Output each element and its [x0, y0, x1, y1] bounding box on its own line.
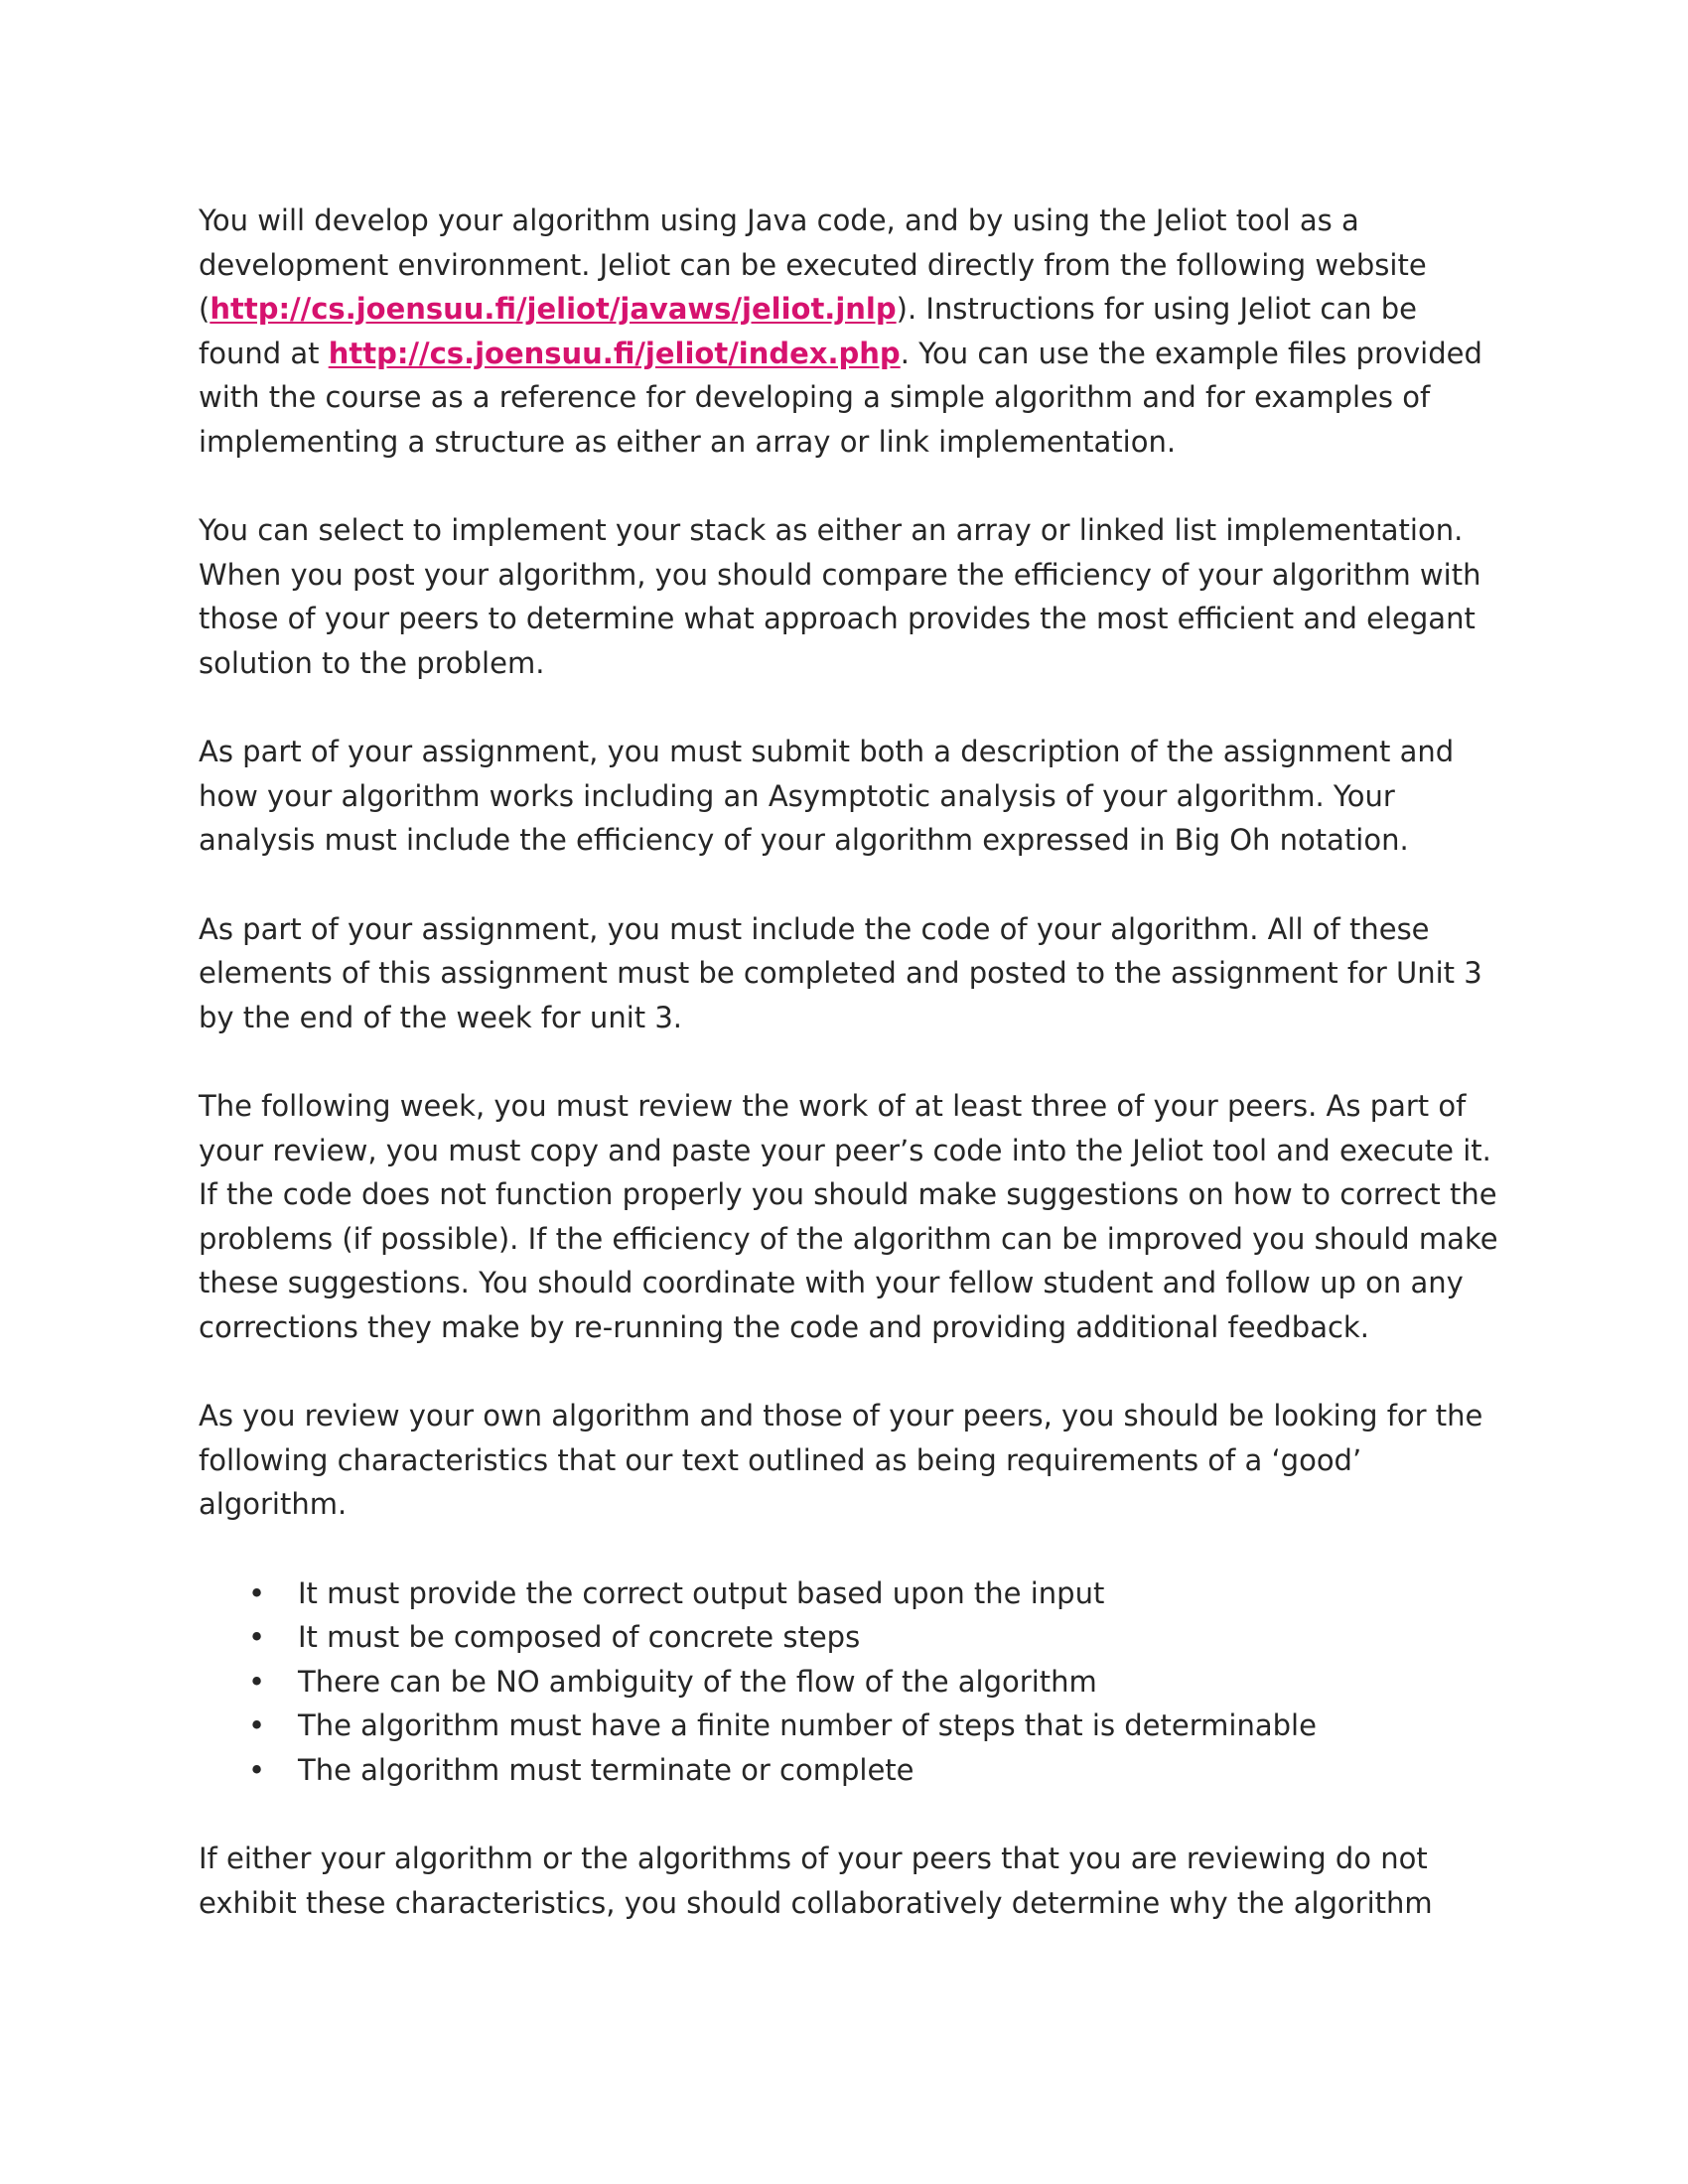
paragraph-assignment-description: As part of your assignment, you must submit both a description of the assignment and how your algorithm works including an Asymptotic analysis of your algorithm. Your analysis must include the efficiency of your algorithm expressed in Big Oh notation.	[199, 735, 1455, 857]
paragraph-text: ). Instructions for using Jeliot can be found at	[199, 292, 1417, 370]
paragraph-peer-review: The following week, you must review the work of at least three of your peers. As part of your review, you must copy and paste your peer’s code into the Jeliot tool and execute it. If the code does not function properly you should make suggestions on how to correct the problems (if possible). If the efficiency of the algorithm can be improved you should make these suggestions. You should coordinate with your fellow student and follow up on any corrections they make by re-running the code and providing additional feedback.	[199, 1089, 1498, 1344]
paragraph-stack-implementation: You can select to implement your stack as either an array or linked list implementation. When you post your algorithm, you should compare the efficiency of your algorithm with those of your peers to determine what approach provides the most efficient and elegant solution to the problem.	[199, 513, 1481, 680]
paragraph-jeliot-intro	[199, 199, 1499, 464]
paragraph-assignment-code: As part of your assignment, you must include the code of your algorithm. All of these elements of this assignment must be completed and posted to the assignment for Unit 3 by the end of the week for unit 3.	[199, 911, 1482, 1034]
paragraph-collaborate: If either your algorithm or the algorithms of your peers that you are reviewing do not exhibit these characteristics, you should collaboratively determine why the algorithm	[199, 1842, 1433, 1920]
bullet-icon: •	[248, 1620, 266, 1654]
list-item	[199, 1748, 1499, 1793]
list-item-text: The algorithm must terminate or complete	[298, 1752, 914, 1787]
jeliot-jnlp-link[interactable]: http://cs.joensuu.fi/jeliot/javaws/jeliot.jnlp	[210, 292, 897, 326]
list-item	[199, 1615, 1499, 1660]
list-item-text: It must be composed of concrete steps	[298, 1620, 861, 1654]
bullet-icon: •	[248, 1752, 266, 1787]
paragraph-text: You will develop your algorithm using Java code, and by using the Jeliot tool as a development environment. Jeliot can be executed directly from the following website (	[199, 204, 1427, 326]
characteristics-list	[199, 1571, 1499, 1793]
jeliot-index-link[interactable]: http://cs.joensuu.fi/jeliot/index.php	[328, 336, 901, 370]
list-item	[199, 1660, 1499, 1705]
bullet-icon: •	[248, 1664, 266, 1699]
list-item	[199, 1704, 1499, 1748]
bullet-icon: •	[248, 1708, 266, 1742]
paragraph-characteristics-intro: As you review your own algorithm and those of your peers, you should be looking for the following characteristics that our text outlined as being requirements of a ‘good’ algorithm.	[199, 1399, 1483, 1521]
paragraph-text: . You can use the example files provided with the course as a reference for developing a simple algorithm and for examples of implementing a structure as either an array or link implementation.	[199, 336, 1482, 459]
list-item-text: It must provide the correct output based upon the input	[298, 1575, 1105, 1610]
list-item-text: The algorithm must have a finite number of steps that is determinable	[298, 1708, 1317, 1742]
list-item	[199, 1571, 1499, 1616]
bullet-icon: •	[248, 1575, 266, 1610]
list-item-text: There can be NO ambiguity of the flow of the algorithm	[298, 1664, 1097, 1699]
document-page	[199, 199, 1499, 1925]
